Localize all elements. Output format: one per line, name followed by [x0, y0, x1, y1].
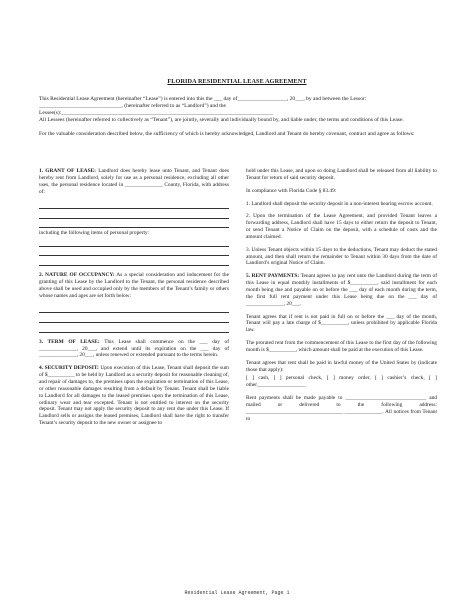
florida-code-reference: In compliance with Florida Code § 83.49:: [246, 187, 337, 194]
section-nature-of-occupancy: [39, 272, 229, 299]
deposit-rule-1: 1. Landlord shall deposit the security deposit in a non-interest bearing escrow account.: [246, 200, 433, 207]
intro-parties: This Residential Lease Agreement (hereinafter “Lease”) is entered into this the ___ day of__________________, 20___, by and between the Lessor: ______________________________, (hereinafter referred to as “Landlord”) and the Lessee(s):_____________________________________________________________________________: [39, 96, 367, 117]
deposit-rule-3: 3. Unless Tenant objects within 15 days to the deductions, Tenant may deduct the stated amount, and then shall return the remainder to Tenant within 30 days from the date of Landlord’s original Notice of Claim.: [246, 246, 437, 267]
address-line: [39, 211, 229, 219]
section-term-of-lease: [39, 339, 229, 360]
page-footer: Residential Lease Agreement, Page 1: [184, 590, 290, 596]
intro-lessees: All Lessees (hereinafter referred to collectively as “Tenant”), are jointly, severally and individually bound by, and liable under, the terms and conditions of this Lease.: [39, 117, 404, 124]
payment-method-intro: Tenant agrees that rent shall be paid in lawful money of the United States by (indicate those that apply):: [246, 359, 437, 373]
section-heading: 3. TERM OF LEASE:: [39, 338, 100, 345]
occupant-line: [39, 315, 229, 323]
address-line: [39, 201, 229, 209]
section-security-deposit: [39, 365, 229, 427]
occupant-line: [39, 306, 229, 314]
document-title: FLORIDA RESIDENTIAL LEASE AGREEMENT: [167, 78, 307, 85]
section-text: As a special consideration and inducement for the granting of this Lease by the Landlord to the Tenant, the personal residence described above shall be used and occupied only by the members of the Tenant’s family or others whose names and ages are set forth below:: [39, 272, 229, 299]
deposit-rule-2: 2. Upon the termination of the Lease Agreement, and provided Tenant leaves a forwarding address, Landlord shall have 15 days to either return the deposit to Tenant, or send Tenant a Notice of Claim on the deposit, with a schedule of costs and the amount claimed.: [246, 213, 437, 240]
intro-consideration: For the valuable consideration described below, the sufficiency of which is hereby acknowledged, Landlord and Tenant do hereby covenant, contract and agree as follows:: [39, 131, 415, 138]
section-heading: 1. GRANT OF LEASE:: [39, 168, 96, 174]
left-column: [39, 168, 229, 433]
late-charge: Tenant agrees that if rent is not paid in full on or before the ___ day of the month, Tenant will pay a late charge of $__________, unless prohibited by applicable Florida law.: [246, 313, 437, 334]
section-rent-payments: [246, 273, 437, 307]
occupant-line: [39, 325, 229, 333]
address-line: [39, 221, 229, 229]
section-heading: 5. RENT PAYMENTS:: [246, 273, 300, 280]
section-heading: 2. NATURE OF OCCUPANCY:: [39, 272, 115, 279]
deposit-continued: hold under this Lease, and upon so doing Landlord shall be released from all liability to Tenant for return of said security deposit.: [246, 168, 437, 181]
right-column: [246, 168, 437, 428]
payment-method-options: [ ] cash, [ ] personal check, [ ] money order, [ ] cashier’s check, [ ] other__________________: [246, 375, 437, 389]
prorated-rent: The prorated rent from the commencement of this Lease to the first day of the following month is $__________, which amount shall be paid at the execution of this Lease.: [246, 340, 437, 353]
section-heading: 4. SECURITY DEPOSIT:: [39, 365, 99, 372]
section-text: Tenant agrees to pay rent unto the Landlord during the term of this Lease in equal monthly installments of $__________, said installment for each month being due and payable on or before the ___ day of each month during the term, the first full rent payment under this Lease being due on the ___ day of ______________, 20___.: [246, 273, 437, 307]
property-line: [39, 249, 229, 257]
section-grant-of-lease: [39, 168, 229, 195]
property-line: [39, 239, 229, 247]
personal-property-label: including the following items of personal property:: [39, 230, 150, 237]
section-text: This Lease shall commence on the ___ day of ______________, 20___, and extend until its expiration on the ___ day of ______________, 20___, unless renewed or extended pursuant to the terms herein.: [39, 338, 229, 359]
payment-payee: Rent payments shall be made payable to ______________________________ and mailed or delivered to the following address: ____________________________________ ______________. All notices from Tenant to: [246, 395, 437, 422]
property-line: [39, 259, 229, 267]
section-text: Landlord does hereby lease unto Tenant, and Tenant does hereby rent from Landlord, solely for use as a personal residence, excluding all other uses, the personal residence located in ______________ County, Florida, with address of:: [39, 168, 229, 195]
intro-block: [39, 96, 437, 138]
section-text: Upon execution of this Lease, Tenant shall deposit the sum of $__________ to be held by Landlord as a security deposit for reasonable cleaning of, and repair of damages to, the premises upon the expiration or termination of this Lease, or other reasonable damages resulting from a default by Tenant. Tenant shall be liable to Landlord for all damages to the leased premises upon the termination of this Lease, ordinary wear and tear excepted. Tenant is not entitled to interest on the security deposit. Tenant may not apply the security deposit to any rent due under this Lease. If Landlord sells or assigns the leased premises, Landlord shall have the right to transfer Tenant’s security deposit to the new owner or assignee to: [39, 365, 229, 427]
